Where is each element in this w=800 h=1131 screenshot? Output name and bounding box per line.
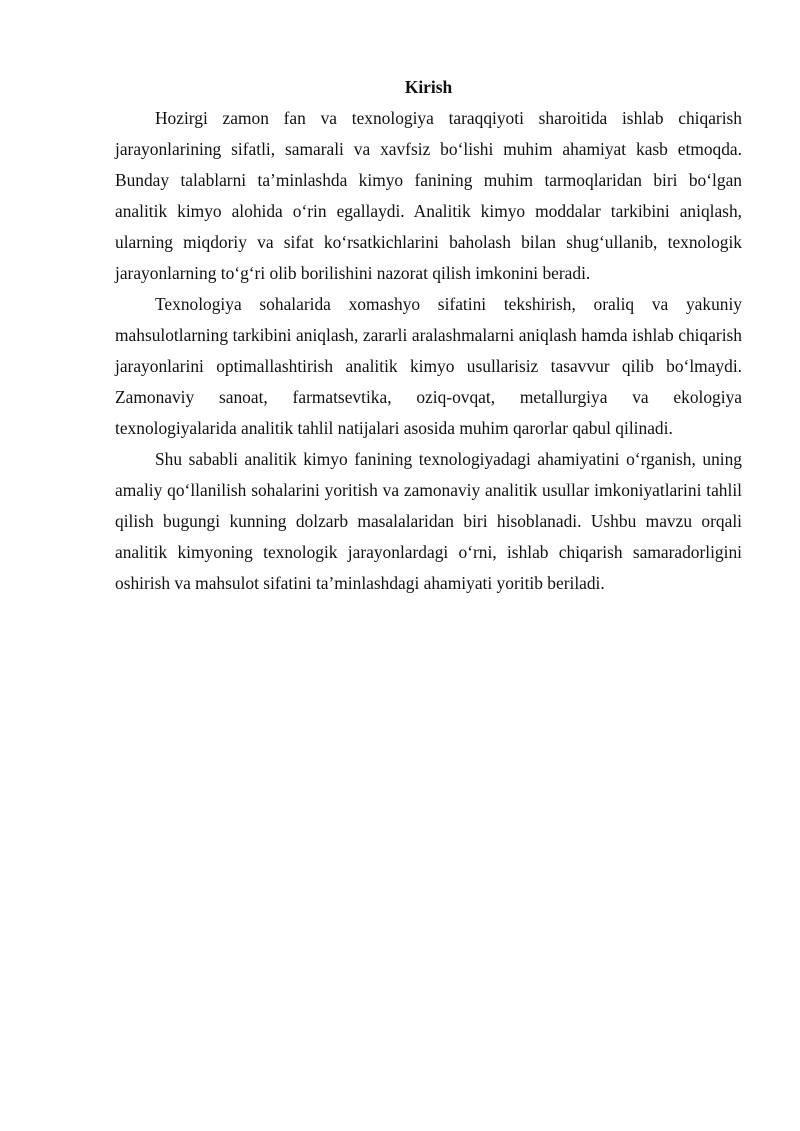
- paragraph-3: Shu sababli analitik kimyo fanining texnologiyadagi ahamiyatini o‘rganish, uning amaliy qo‘llanilish sohalarini yoritish va zamonaviy analitik usullar imkoniyatlarini tahlil qilish bugungi kunning dolzarb masalalaridan biri hisoblanadi. Ushbu mavzu orqali analitik kimyoning texnologik jarayonlardagi o‘rni, ishlab chiqarish samaradorligini oshirish va mahsulot sifatini ta’minlashdagi ahamiyati yoritib beriladi.: [115, 449, 742, 593]
- section-heading: Kirish: [404, 77, 453, 97]
- document-body: [115, 72, 742, 599]
- paragraph-1: Hozirgi zamon fan va texnologiya taraqqiyoti sharoitida ishlab chiqarish jarayonlarining sifatli, samarali va xavfsiz bo‘lishi muhim ahamiyat kasb etmoqda. Bunday talablarni ta’minlashda kimyo fanining muhim tarmoqlaridan biri bo‘lgan analitik kimyo alohida o‘rin egallaydi. Analitik kimyo moddalar tarkibini aniqlash, ularning miqdoriy va sifat ko‘rsatkichlarini baholash bilan shug‘ullanib, texnologik jarayonlarning to‘g‘ri olib borilishini nazorat qilish imkonini beradi.: [115, 108, 742, 283]
- paragraph-2: Texnologiya sohalarida xomashyo sifatini tekshirish, oraliq va yakuniy mahsulotlarning tarkibini aniqlash, zararli aralashmalarni aniqlash hamda ishlab chiqarish jarayonlarini optimallashtirish analitik kimyo usullarisiz tasavvur qilib bo‘lmaydi. Zamonaviy sanoat, farmatsevtika, oziq-ovqat, metallurgiya va ekologiya texnologiyalarida analitik tahlil natijalari asosida muhim qarorlar qabul qilinadi.: [115, 294, 742, 438]
